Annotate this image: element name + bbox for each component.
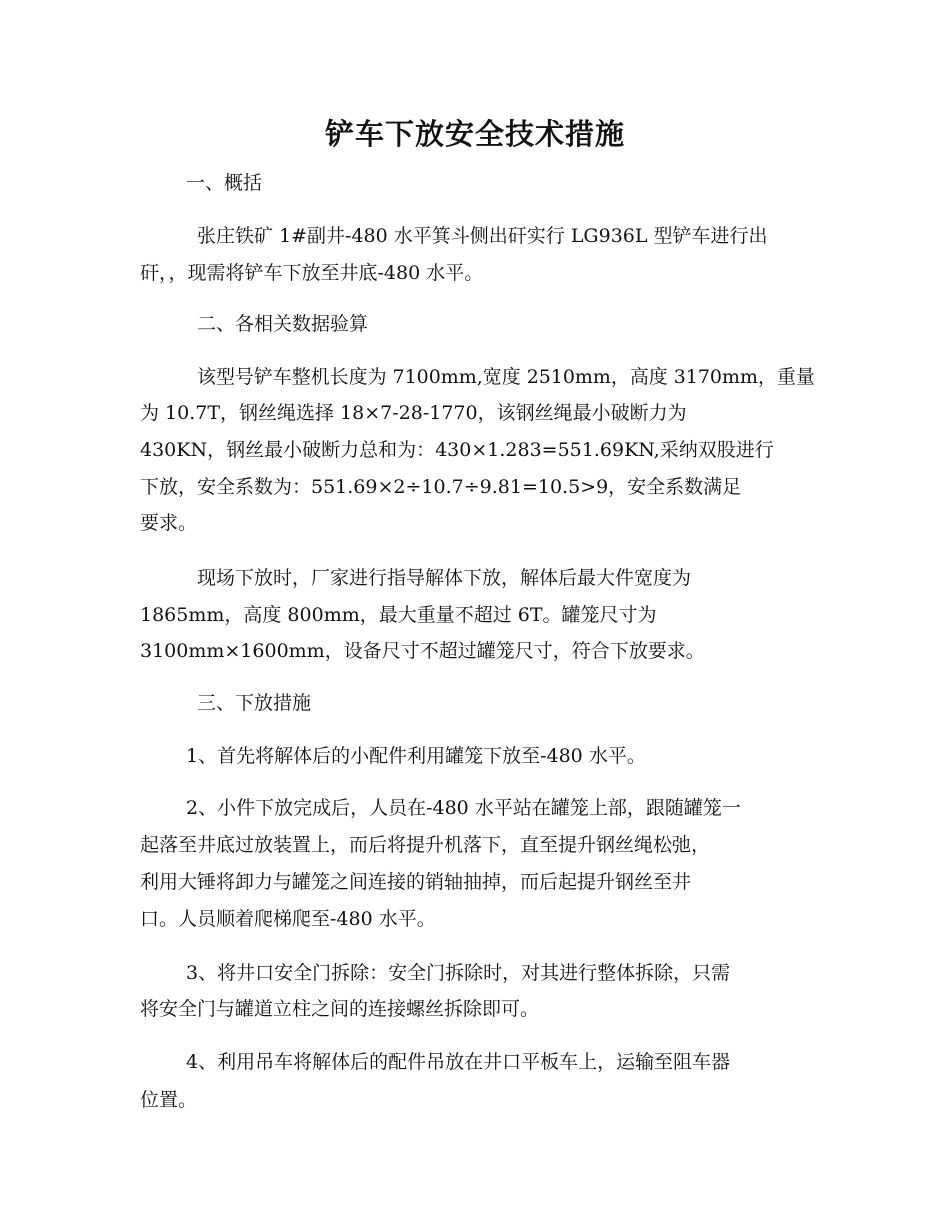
data-paragraph-1-line-2: 为 10.7T，钢丝绳选择 18×7-28-1770，该钢丝绳最小破断力为 [140,402,687,424]
overview-paragraph-line-1: 张庄铁矿 1#副井-480 水平箕斗侧出矸实行 LG936L 型铲车进行出 [197,225,768,247]
data-paragraph-1-line-1: 该型号铲车整机长度为 7100mm,宽度 2510mm，高度 3170mm，重量 [197,366,815,388]
document-title: 铲车下放安全技术措施 [324,117,625,151]
measure-4-line-1: 4、利用吊车将解体后的配件吊放在井口平板车上，运输至阻车器 [186,1051,731,1073]
data-paragraph-2-line-1: 现场下放时，厂家进行指导解体下放，解体后最大件宽度为 [197,567,692,589]
section-heading-measures: 三、下放措施 [197,692,312,714]
measure-3-line-1: 3、将井口安全门拆除：安全门拆除时，对其进行整体拆除，只需 [186,962,731,984]
overview-paragraph-line-2: 矸，，现需将铲车下放至井底-480 水平。 [140,262,484,284]
measure-2-line-2: 起落至井底过放装置上，而后将提升机落下，直至提升钢丝绳松弛， [140,834,711,856]
measure-2-line-4: 口。人员顺着爬梯爬至-480 水平。 [140,908,436,930]
measure-2-line-1: 2、小件下放完成后，人员在-480 水平站在罐笼上部，跟随罐笼一 [186,797,741,819]
section-heading-data-check: 二、各相关数据验算 [197,313,369,335]
measure-4-line-2: 位置。 [140,1089,198,1111]
measure-1-line-1: 1、首先将解体后的小配件利用罐笼下放至-480 水平。 [186,745,646,767]
measure-3-line-2: 将安全门与罐道立柱之间的连接螺丝拆除即可。 [140,998,540,1020]
data-paragraph-2-line-2: 1865mm，高度 800mm，最大重量不超过 6T。罐笼尺寸为 [140,604,657,626]
section-heading-overview: 一、概括 [186,172,263,194]
data-paragraph-1-line-4: 下放，安全系数为：551.69×2÷10.7÷9.81=10.5>9，安全系数满足 [140,476,742,498]
measure-2-line-3: 利用大锤将卸力与罐笼之间连接的销轴抽掉，而后起提升钢丝至井 [140,871,692,893]
data-paragraph-1-line-3: 430KN，钢丝最小破断力总和为：430×1.283=551.69KN,采纳双股进行 [140,439,774,461]
data-paragraph-2-line-3: 3100mm×1600mm，设备尺寸不超过罐笼尺寸，符合下放要求。 [140,640,705,662]
data-paragraph-1-line-5: 要求。 [140,512,198,534]
